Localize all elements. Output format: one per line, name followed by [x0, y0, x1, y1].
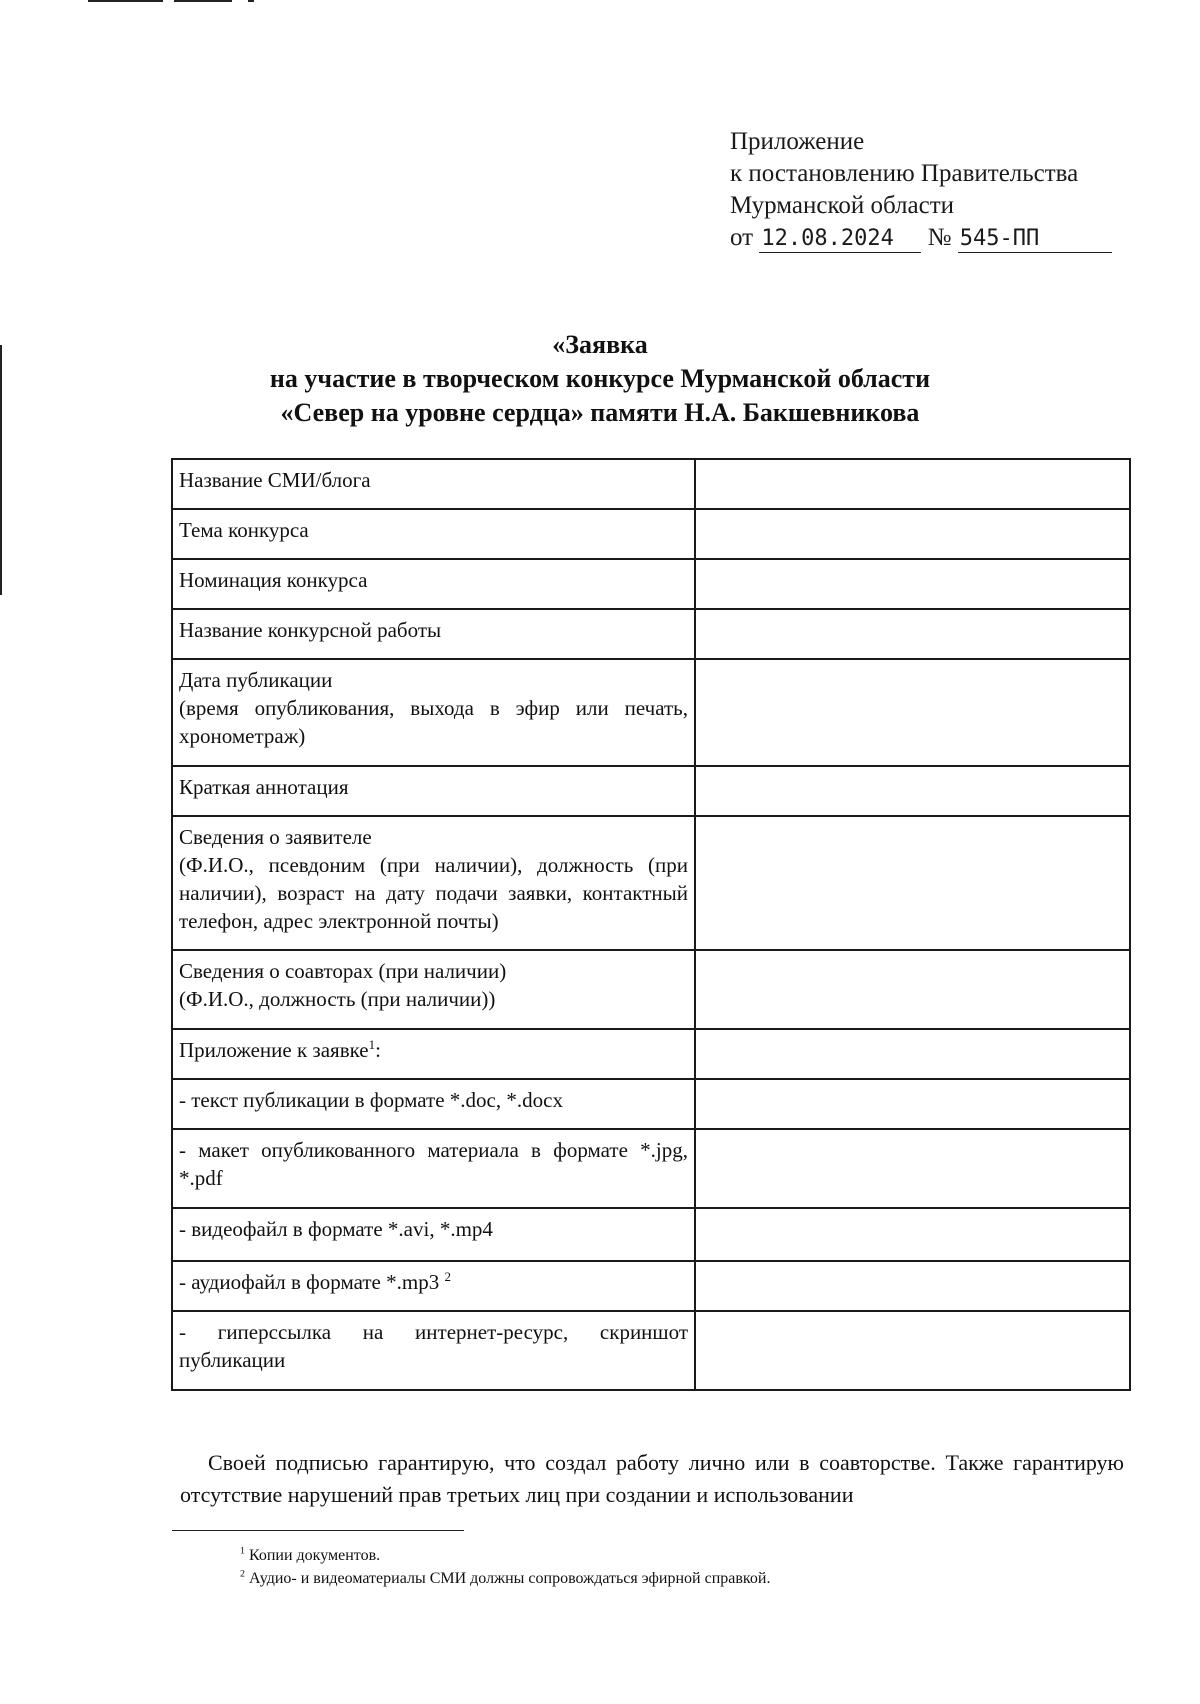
- row-label: - видеофайл в формате *.avi, *.mp4: [172, 1208, 695, 1261]
- row-value-field[interactable]: [695, 816, 1130, 950]
- approval-date: 12.08.2024: [759, 226, 921, 253]
- row-label: - гиперссылка на интернет-ресурс, скриншот публикации: [172, 1311, 695, 1390]
- approval-number: 545-ПП: [958, 226, 1112, 253]
- row-label: Номинация конкурса: [172, 559, 695, 609]
- approval-date-line: [730, 222, 1112, 254]
- table-row: [172, 1129, 1130, 1208]
- table-row: [172, 1311, 1130, 1390]
- date-prefix: от: [730, 224, 754, 251]
- scan-artifact: [88, 0, 163, 2]
- row-label: Приложение к заявке$^1$:: [172, 1029, 695, 1079]
- table-row: [172, 816, 1130, 950]
- table-row: [172, 1208, 1130, 1261]
- row-label: Краткая аннотация: [172, 766, 695, 816]
- footnote-text: Копии документов.: [248, 1547, 381, 1564]
- row-label: - аудиофайл в формате *.mp3 $^2$: [172, 1261, 695, 1311]
- row-label-detail: (Ф.И.О., псевдоним (при наличии), должность (при наличии), возраст на дату подачи заявки, контактный телефон, адрес электронной почты): [179, 853, 688, 933]
- table-row: [172, 659, 1130, 766]
- table-row: [172, 1079, 1130, 1129]
- table-row: [172, 1261, 1130, 1311]
- footnote-number: 1: [240, 1545, 245, 1557]
- row-value-field[interactable]: [695, 766, 1130, 816]
- document-title: [0, 328, 1200, 430]
- approval-line-1: Приложение: [730, 128, 865, 155]
- table-row: [172, 459, 1130, 509]
- scan-artifact: [248, 0, 254, 2]
- row-label: Дата публикации (время опубликования, выхода в эфир или печать, хронометраж): [172, 659, 695, 766]
- approval-line-2: к постановлению Правительства: [730, 160, 1079, 187]
- footnote-ref: 2: [444, 1269, 451, 1284]
- approval-block: [730, 126, 1112, 254]
- number-sign: №: [927, 224, 952, 251]
- row-label: Название конкурсной работы: [172, 609, 695, 659]
- title-line-1: «Заявка: [552, 330, 648, 359]
- row-value-field[interactable]: [695, 950, 1130, 1029]
- footnote-number: 2: [240, 1568, 245, 1580]
- row-label: - текст публикации в формате *.doc, *.docx: [172, 1079, 695, 1129]
- row-value-field[interactable]: [695, 1311, 1130, 1390]
- guarantee-paragraph: Своей подписью гарантирую, что создал работу лично или в соавторстве. Также гарантирую отсутствие нарушений прав третьих лиц при создании и использовании: [180, 1450, 1124, 1507]
- table-row: [172, 1029, 1130, 1079]
- table-row: [172, 766, 1130, 816]
- row-value-field[interactable]: [695, 459, 1130, 509]
- row-value-field[interactable]: [695, 1029, 1130, 1079]
- row-value-field[interactable]: [695, 1129, 1130, 1208]
- row-label-detail: (время опубликования, выхода в эфир или печать, хронометраж): [179, 696, 688, 748]
- approval-line-3: Мурманской области: [730, 192, 955, 219]
- footnote-2: [240, 1568, 770, 1590]
- row-label: Название СМИ/блога: [172, 459, 695, 509]
- row-label-detail: (Ф.И.О., должность (при наличии)): [179, 987, 496, 1011]
- table-row: [172, 609, 1130, 659]
- footnote-ref: 1: [368, 1037, 376, 1052]
- application-form-table: [171, 458, 1131, 1391]
- footnote-divider: [172, 1530, 464, 1531]
- row-label: Сведения о соавторах (при наличии) (Ф.И.О., должность (при наличии)): [172, 950, 695, 1029]
- row-label: Тема конкурса: [172, 509, 695, 559]
- row-value-field[interactable]: [695, 1079, 1130, 1129]
- row-value-field[interactable]: [695, 1208, 1130, 1261]
- row-value-field[interactable]: [695, 609, 1130, 659]
- table-row: [172, 950, 1130, 1029]
- row-label: Сведения о заявителе (Ф.И.О., псевдоним (при наличии), должность (при наличии), возраст на дату подачи заявки, контактный телефон, адрес электронной почты): [172, 816, 695, 950]
- row-value-field[interactable]: [695, 509, 1130, 559]
- footnote-1: [240, 1545, 380, 1567]
- row-value-field[interactable]: [695, 559, 1130, 609]
- title-line-3: «Север на уровне сердца» памяти Н.А. Бакшевникова: [280, 398, 920, 427]
- row-label: - макет опубликованного материала в формате *.jpg, *.pdf: [172, 1129, 695, 1208]
- table-row: [172, 509, 1130, 559]
- footnote-text: Аудио- и видеоматериалы СМИ должны сопровождаться эфирной справкой.: [248, 1570, 771, 1587]
- title-line-2: на участие в творческом конкурсе Мурманской области: [269, 364, 931, 393]
- scan-artifact: [174, 0, 232, 2]
- row-value-field[interactable]: [695, 659, 1130, 766]
- row-value-field[interactable]: [695, 1261, 1130, 1311]
- table-row: [172, 559, 1130, 609]
